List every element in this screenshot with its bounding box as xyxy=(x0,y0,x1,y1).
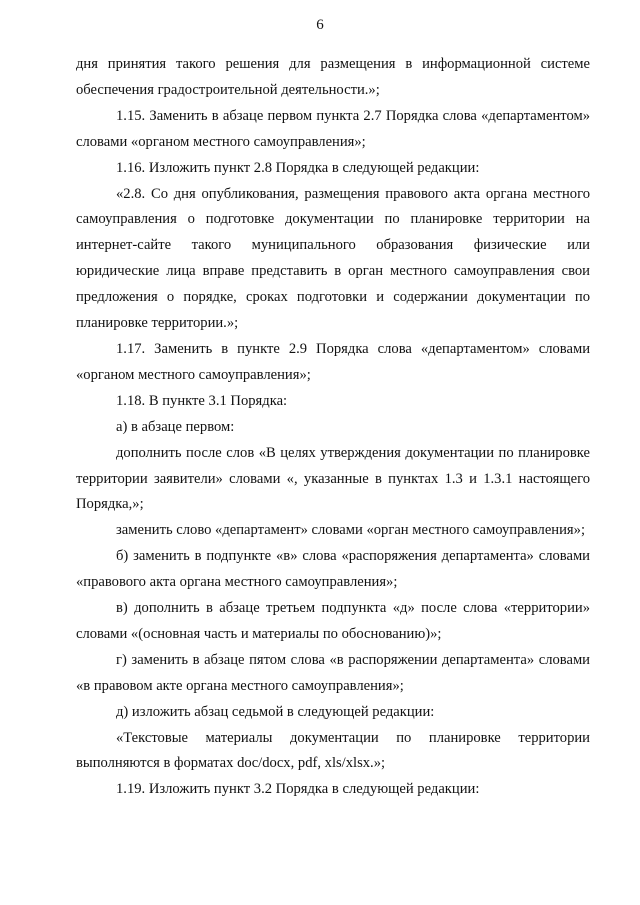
paragraph-1-18: 1.18. В пункте 3.1 Порядка: xyxy=(116,392,288,409)
paragraph-1-18-a-add: дополнить после слов «В целях утверждения документации по планировке территории заявители» словами «, указанные в пунктах 1.3 и 1.3.1 настоящего Порядка,»; xyxy=(76,444,590,513)
paragraph-1-18-g: г) заменить в абзаце пятом слова «в распоряжении департамента» словами «в правовом акте органа местного самоуправления»; xyxy=(76,651,590,694)
paragraph-1-19: 1.19. Изложить пункт 3.2 Порядка в следующей редакции: xyxy=(116,781,480,798)
paragraph-1-18-a-replace: заменить слово «департамент» словами «орган местного самоуправления»; xyxy=(116,522,585,539)
paragraph-1-18-b: б) заменить в подпункте «в» слова «распоряжения департамента» словами «правового акта органа местного самоуправления»; xyxy=(76,548,590,591)
paragraph-1-17: 1.17. Заменить в пункте 2.9 Порядка слова «департаментом» словами «органом местного самоуправления»; xyxy=(76,340,590,383)
paragraph-1-15: 1.15. Заменить в абзаце первом пункта 2.7 Порядка слова «департаментом» словами «органом местного самоуправления»; xyxy=(76,107,590,150)
paragraph-1-18-d: д) изложить абзац седьмой в следующей редакции: xyxy=(116,703,435,720)
document-body xyxy=(76,52,590,803)
page-number: 6 xyxy=(316,17,324,33)
paragraph-1-16: 1.16. Изложить пункт 2.8 Порядка в следующей редакции: xyxy=(116,159,480,176)
paragraph-2-8-quote: «2.8. Со дня опубликования, размещения правового акта органа местного самоуправления о подготовке документации по планировке территории на интернет-сайте такого муниципального образования физические или юридические лица вправе представить в орган местного самоуправления свои предложения о порядке, сроках подготовки и содержании документации по планировке территории.»; xyxy=(76,185,590,332)
paragraph-1-18-d-quote: «Текстовые материалы документации по планировке территории выполняются в форматах doc/docx, pdf, xls/xlsx.»; xyxy=(76,729,590,772)
paragraph-1-18-a: а) в абзаце первом: xyxy=(116,418,235,435)
paragraph-continuation: дня принятия такого решения для размещения в информационной системе обеспечения градостроительной деятельности.»; xyxy=(76,56,590,98)
paragraph-1-18-v: в) дополнить в абзаце третьем подпункта «д» после слова «территории» словами «(основная часть и материалы по обоснованию)»; xyxy=(76,600,590,642)
